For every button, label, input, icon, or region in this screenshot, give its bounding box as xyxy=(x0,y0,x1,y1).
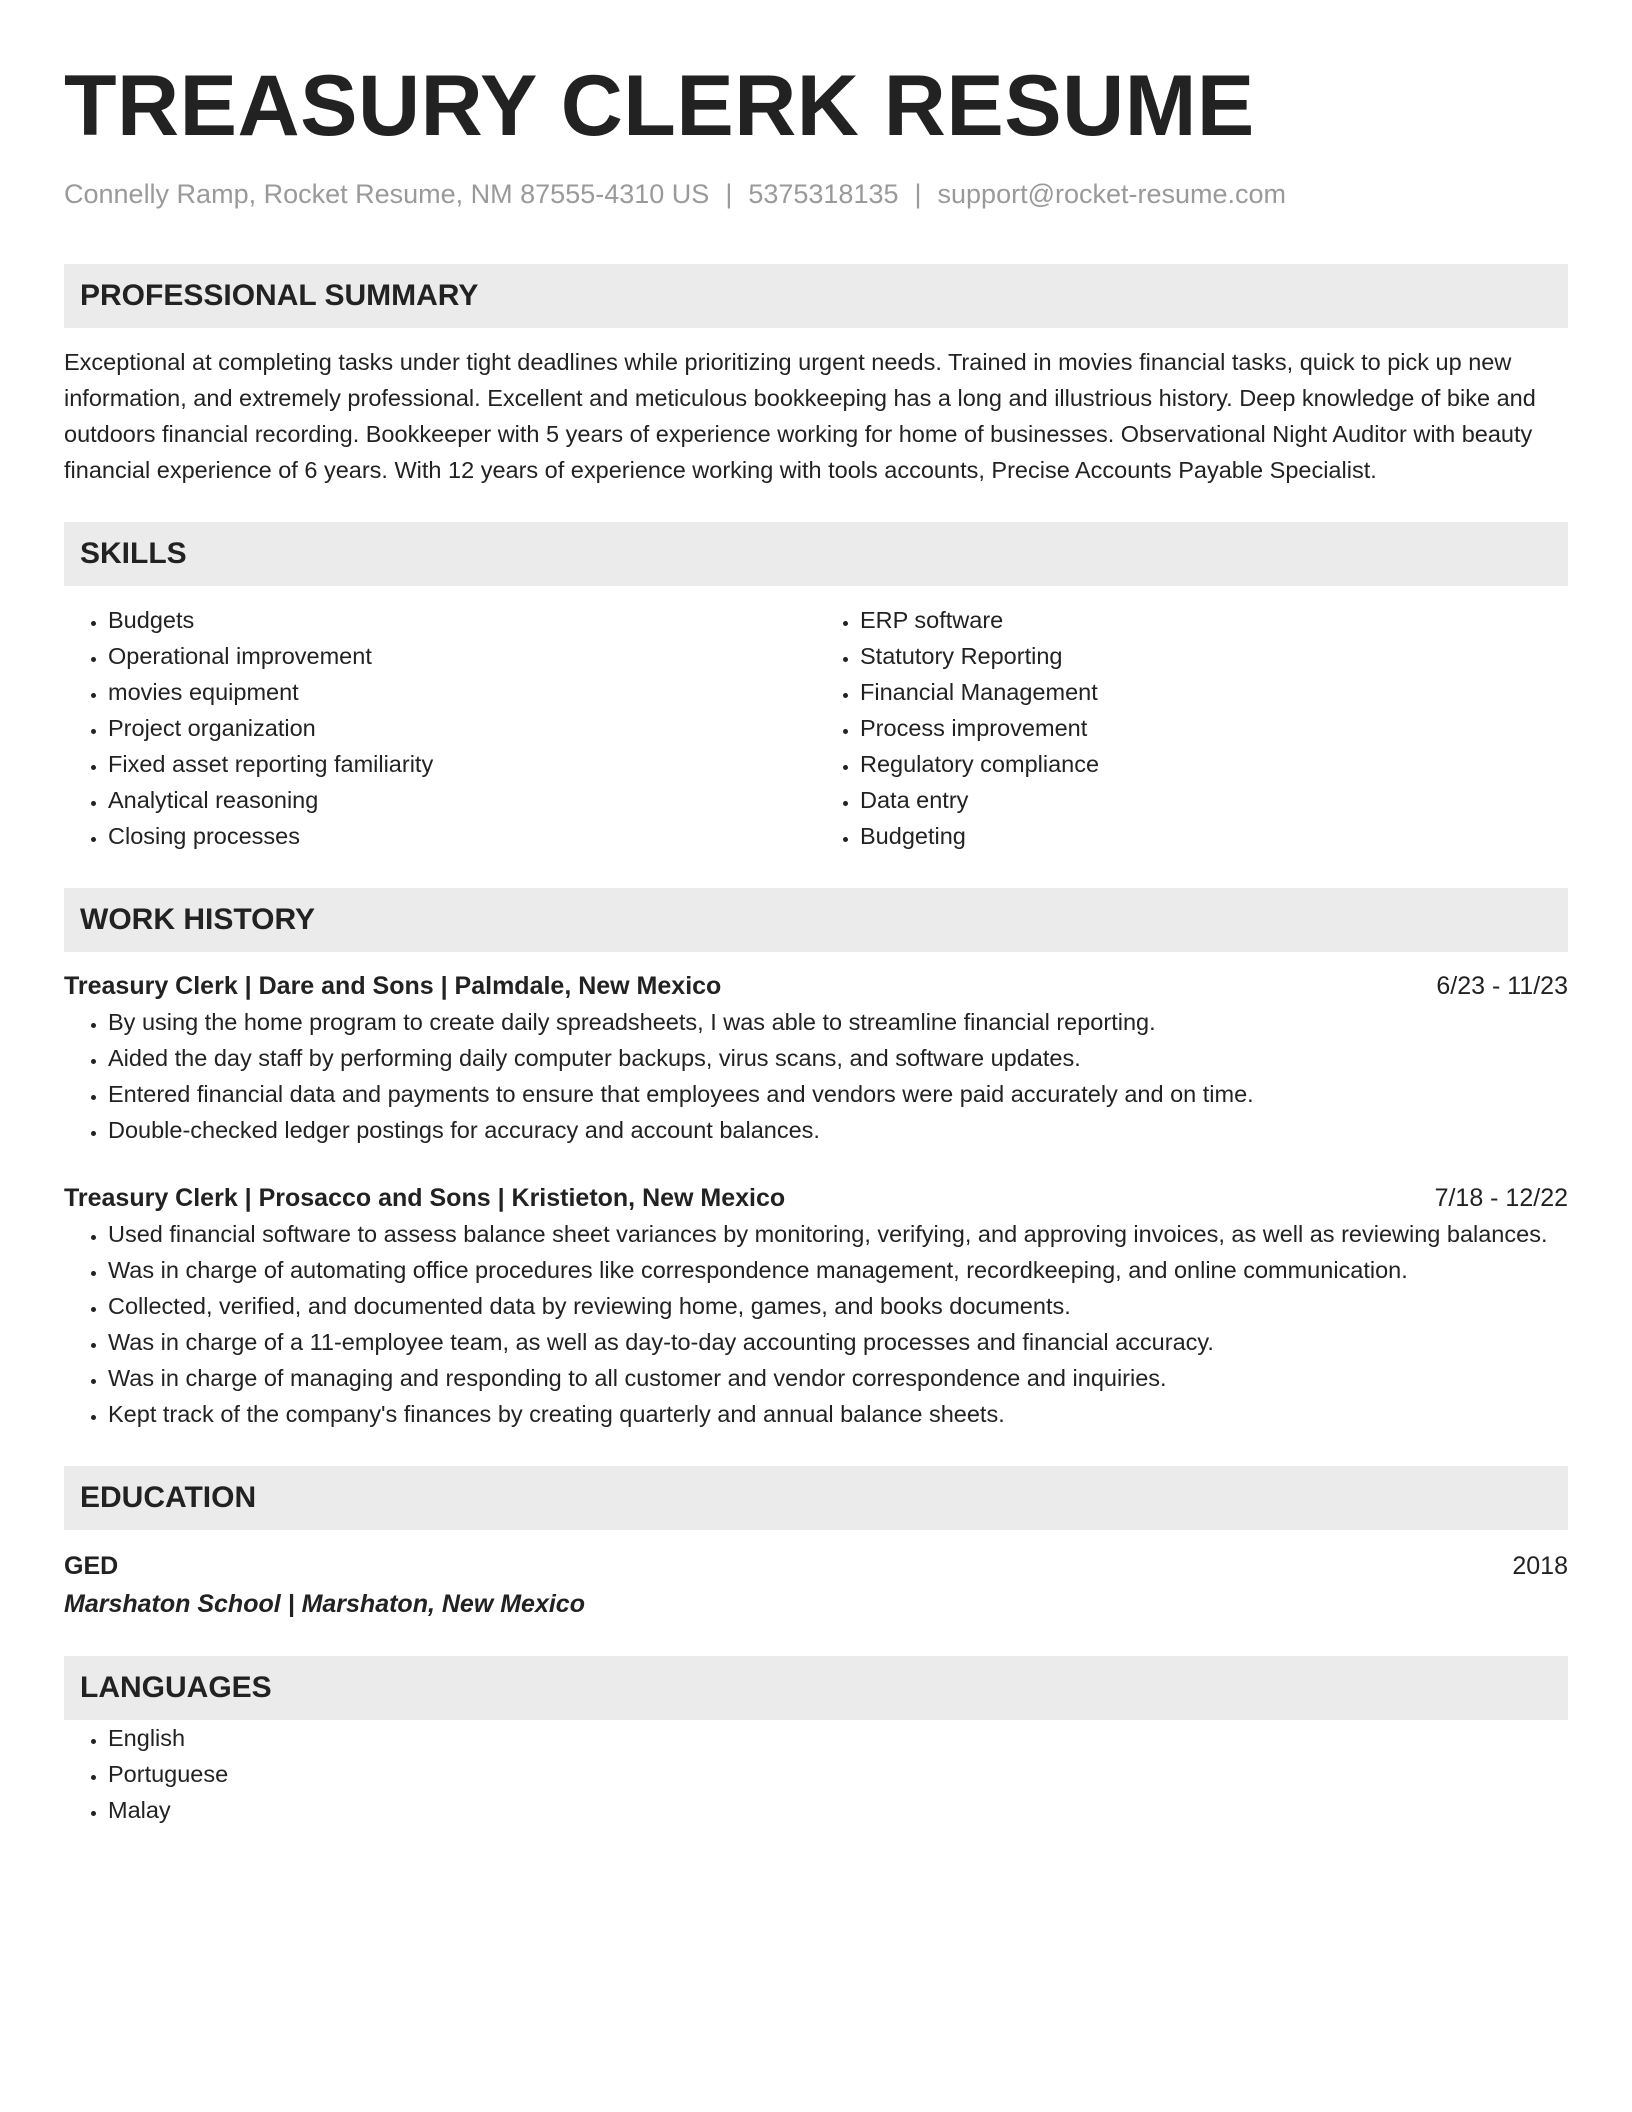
skill-item: • Financial Management xyxy=(860,674,1568,710)
job-bullet: • Aided the day staff by performing daily computer backups, virus scans, and software updates. xyxy=(108,1040,1568,1076)
job-bullet: • Used financial software to assess balance sheet variances by monitoring, verifying, and approving invoices, as well as reviewing balances. xyxy=(108,1216,1568,1252)
job-bullets xyxy=(64,1216,1568,1432)
section-heading-languages: LANGUAGES xyxy=(64,1656,1568,1720)
education-school: Marshaton School | Marshaton, New Mexico xyxy=(64,1590,585,1618)
job-title: Treasury Clerk | Dare and Sons | Palmdale, New Mexico xyxy=(64,972,722,1000)
education-degree: GED xyxy=(64,1552,119,1580)
job-header xyxy=(64,968,1568,1004)
language-item: • Portuguese xyxy=(108,1756,1568,1792)
skill-item: • Statutory Reporting xyxy=(860,638,1568,674)
job-title: Treasury Clerk | Prosacco and Sons | Kristieton, New Mexico xyxy=(64,1184,786,1212)
skill-item: • Budgeting xyxy=(860,818,1568,854)
job-bullet: • Was in charge of automating office procedures like correspondence management, recordkeeping, and online communication. xyxy=(108,1252,1568,1288)
section-heading-education: EDUCATION xyxy=(64,1466,1568,1530)
contact-email: support@rocket-resume.com xyxy=(937,179,1287,209)
skill-item: • ERP software xyxy=(860,602,1568,638)
job-entry xyxy=(64,968,1568,1148)
job-bullet: • Entered financial data and payments to ensure that employees and vendors were paid accurately and on time. xyxy=(108,1076,1568,1112)
skills-column-right xyxy=(816,602,1568,854)
job-dates: 6/23 - 11/23 xyxy=(1436,972,1568,1000)
skills-list xyxy=(64,602,1568,854)
skill-item: • movies equipment xyxy=(108,674,816,710)
job-bullet: • Was in charge of managing and responding to all customer and vendor correspondence and inquiries. xyxy=(108,1360,1568,1396)
resume-title: TREASURY CLERK RESUME xyxy=(64,58,1255,154)
skill-item: • Regulatory compliance xyxy=(860,746,1568,782)
section-heading-work-history: WORK HISTORY xyxy=(64,888,1568,952)
contact-address: Connelly Ramp, Rocket Resume, NM 87555-4310 US xyxy=(64,179,710,209)
language-item: • English xyxy=(108,1720,1568,1756)
contact-phone: 5375318135 xyxy=(748,179,899,209)
languages-list xyxy=(64,1720,1568,1828)
job-bullet: • By using the home program to create daily spreadsheets, I was able to streamline financial reporting. xyxy=(108,1004,1568,1040)
job-dates: 7/18 - 12/22 xyxy=(1434,1184,1568,1212)
skill-item: • Process improvement xyxy=(860,710,1568,746)
contact-separator: | xyxy=(725,179,733,209)
section-heading-skills: SKILLS xyxy=(64,522,1568,586)
job-bullets xyxy=(64,1004,1568,1148)
contact-line xyxy=(64,176,1568,212)
job-bullet: • Collected, verified, and documented data by reviewing home, games, and books documents. xyxy=(108,1288,1568,1324)
skill-item: • Operational improvement xyxy=(108,638,816,674)
job-header xyxy=(64,1180,1568,1216)
skill-item: • Budgets xyxy=(108,602,816,638)
contact-separator: | xyxy=(914,179,922,209)
skill-item: • Closing processes xyxy=(108,818,816,854)
job-bullet: • Double-checked ledger postings for accuracy and account balances. xyxy=(108,1112,1568,1148)
education-header xyxy=(64,1548,1568,1584)
job-bullet: • Was in charge of a 11-employee team, as well as day-to-day accounting processes and financial accuracy. xyxy=(108,1324,1568,1360)
language-item: • Malay xyxy=(108,1792,1568,1828)
section-heading-summary: PROFESSIONAL SUMMARY xyxy=(64,264,1568,328)
skill-item: • Data entry xyxy=(860,782,1568,818)
education-year: 2018 xyxy=(1512,1552,1568,1580)
summary-text: Exceptional at completing tasks under tight deadlines while prioritizing urgent needs. Trained in movies financial tasks, quick to pick up new information, and extremely professional. Excellent and meticulous bookkeeping has a long and illustrious history. Deep knowledge of bike and outdoors financial recording. Bookkeeper with 5 years of experience working for home of businesses. Observational Night Auditor with beauty financial experience of 6 years. With 12 years of experience working with tools accounts, Precise Accounts Payable Specialist. xyxy=(64,349,1536,483)
skill-item: • Analytical reasoning xyxy=(108,782,816,818)
skill-item: • Fixed asset reporting familiarity xyxy=(108,746,816,782)
job-entry xyxy=(64,1180,1568,1432)
job-bullet: • Kept track of the company's finances by creating quarterly and annual balance sheets. xyxy=(108,1396,1568,1432)
skill-item: • Project organization xyxy=(108,710,816,746)
skills-column-left xyxy=(64,602,816,854)
